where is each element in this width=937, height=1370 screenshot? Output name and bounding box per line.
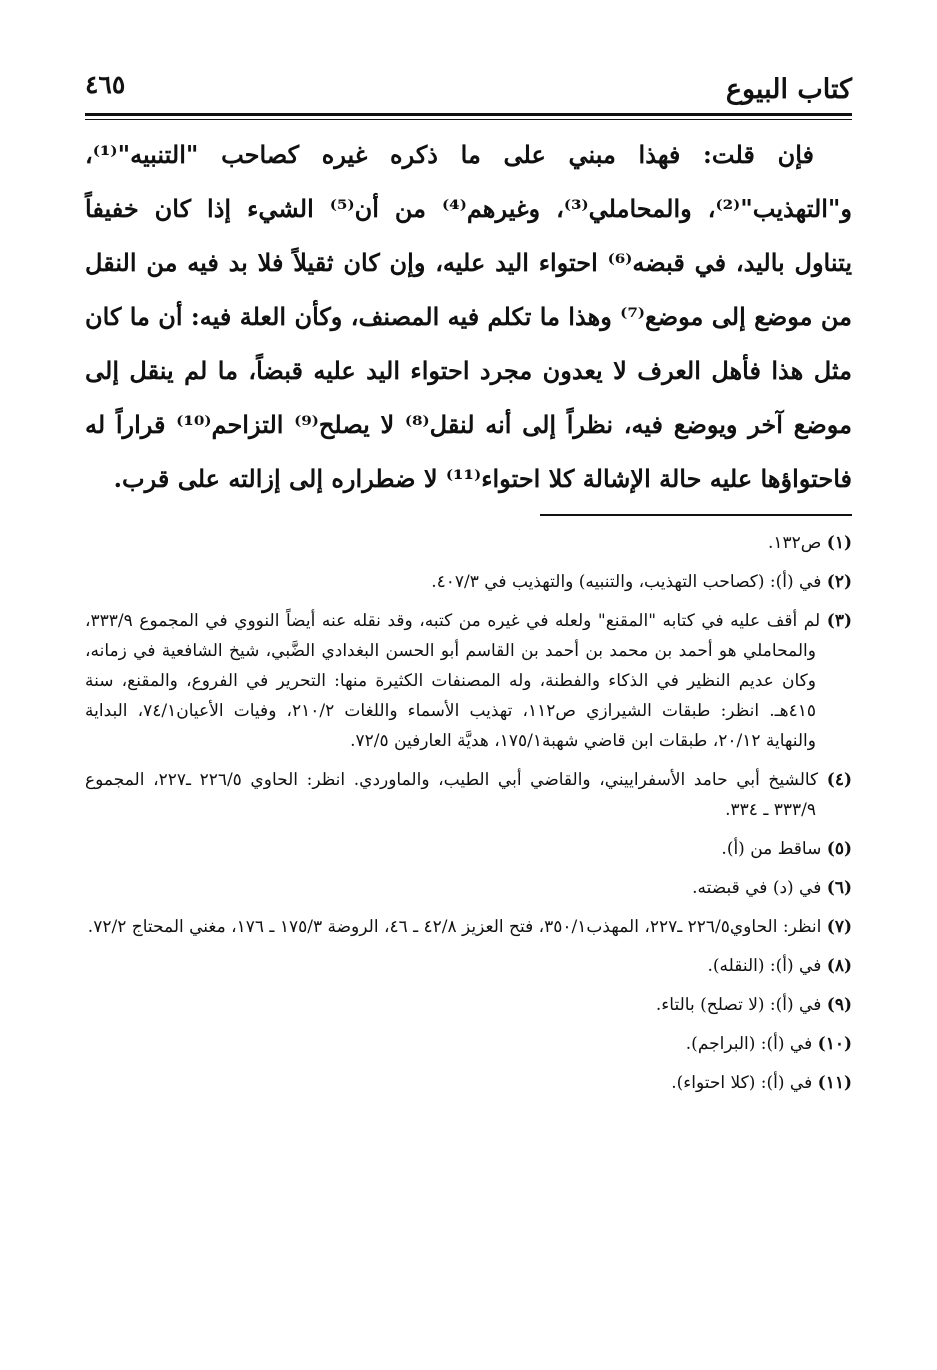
- footnote-3: [85, 606, 852, 756]
- footnote-9: [85, 990, 852, 1020]
- footnote-text: في (أ): (كلا احتواء).: [671, 1073, 813, 1093]
- main-text: [85, 128, 852, 506]
- footnote-8: [85, 951, 852, 981]
- footnotes: [85, 528, 852, 1107]
- header-rule-thin: [85, 119, 852, 120]
- main-paragraph: فإن قلت: فهذا مبني على ما ذكره غيره كصاحب "التنبيه"⁽¹⁾، و"التهذيب"⁽²⁾، والمحاملي⁽³⁾، وغيرهم⁽⁴⁾ من أن⁽⁵⁾ الشيء إذا كان خفيفاً يتناول باليد، في قبضه⁽⁶⁾ احتواء اليد عليه، وإن كان ثقيلاً فلا بد فيه من النقل من موضع إلى موضع⁽⁷⁾ وهذا ما تكلم فيه المصنف، وكأن العلة فيه: أن ما كان مثل هذا فأهل العرف لا يعدون مجرد احتواء اليد عليه قبضاً، ما لم ينقل إلى موضع آخر ويوضع فيه، نظراً إلى أنه لنقل⁽⁸⁾ لا يصلح⁽⁹⁾ التزاحم⁽¹⁰⁾ قراراً له فاحتواؤها عليه حالة الإشالة كلا احتواء⁽¹¹⁾ لا ضطراره إلى إزالته على قرب.: [85, 140, 853, 493]
- footnote-number: (١١): [817, 1073, 852, 1093]
- footnote-number: (٤): [826, 770, 852, 790]
- footnote-text: كالشيخ أبي حامد الأسفراييني، والقاضي أبي الطيب، والماوردي. انظر: الحاوي ٢٢٦/٥ ـ٢٢٧، المجموع ٣٣٣/٩ ـ ٣٣٤.: [85, 770, 819, 820]
- footnote-number: (١): [826, 533, 852, 553]
- footnote-text: في (أ): (كصاحب التهذيب، والتنبيه) والتهذيب في ٤٠٧/٣.: [431, 572, 822, 592]
- footnote-text: في (أ): (النقله).: [707, 956, 822, 976]
- footnote-number: (٢): [826, 572, 852, 592]
- footnote-separator: [540, 514, 852, 516]
- header-rule-thick: [85, 113, 852, 116]
- footnote-number: (٩): [826, 995, 852, 1015]
- page-header: [85, 66, 852, 110]
- footnote-text: في (أ): (لا تصلح) بالتاء.: [655, 995, 822, 1015]
- footnote-number: (٥): [826, 839, 852, 859]
- footnote-5: [85, 834, 852, 864]
- footnote-number: (٧): [826, 917, 852, 937]
- running-title: كتاب البيوع: [725, 74, 852, 105]
- footnote-text: في (د) في قبضته.: [692, 878, 822, 898]
- footnote-11: [85, 1068, 852, 1098]
- footnote-text: ص١٣٢.: [767, 533, 822, 553]
- footnote-number: (٨): [826, 956, 852, 976]
- footnote-10: [85, 1029, 852, 1059]
- footnote-2: [85, 567, 852, 597]
- footnote-6: [85, 873, 852, 903]
- footnote-text: لم أقف عليه في كتابه "المقنع" ولعله في غيره من كتبه، وقد نقله عنه أيضاً النووي في المجموع ٣٣٣/٩، والمحاملي هو أحمد بن محمد بن أحمد بن القاسم أبو الحسن البغدادي الضَّبي، شيخ الشافعية في زمانه، وكان عديم النظير في الذكاء والفطنة، وله المصنفات الكثيرة منها: التحرير في الفروع، والمقنع، سنة ٤١٥هـ. انظر: طبقات الشيرازي ص١١٢، تهذيب الأسماء واللغات ٢١٠/٢، وفيات الأعيان٧٤/١، البداية والنهاية ٢٠/١٢، طبقات ابن قاضي شهبة١٧٥/١، هديَّة العارفين ٧٢/٥.: [85, 611, 821, 751]
- footnote-number: (٦): [826, 878, 852, 898]
- footnote-7: [85, 912, 852, 942]
- footnote-number: (٣): [826, 611, 852, 631]
- footnote-text: انظر: الحاوي٢٢٦/٥ ـ٢٢٧، المهذب٣٥٠/١، فتح العزيز ٤٢/٨ ـ ٤٦، الروضة ١٧٥/٣ ـ ١٧٦، مغني المحتاج ٧٢/٢.: [87, 917, 822, 937]
- footnote-4: [85, 765, 852, 825]
- footnote-text: في (أ): (البراجم).: [685, 1034, 813, 1054]
- footnote-text: ساقط من (أ).: [721, 839, 822, 859]
- footnote-1: [85, 528, 852, 558]
- footnote-number: (١٠): [817, 1034, 852, 1054]
- page-number: ٤٦٥: [85, 70, 126, 99]
